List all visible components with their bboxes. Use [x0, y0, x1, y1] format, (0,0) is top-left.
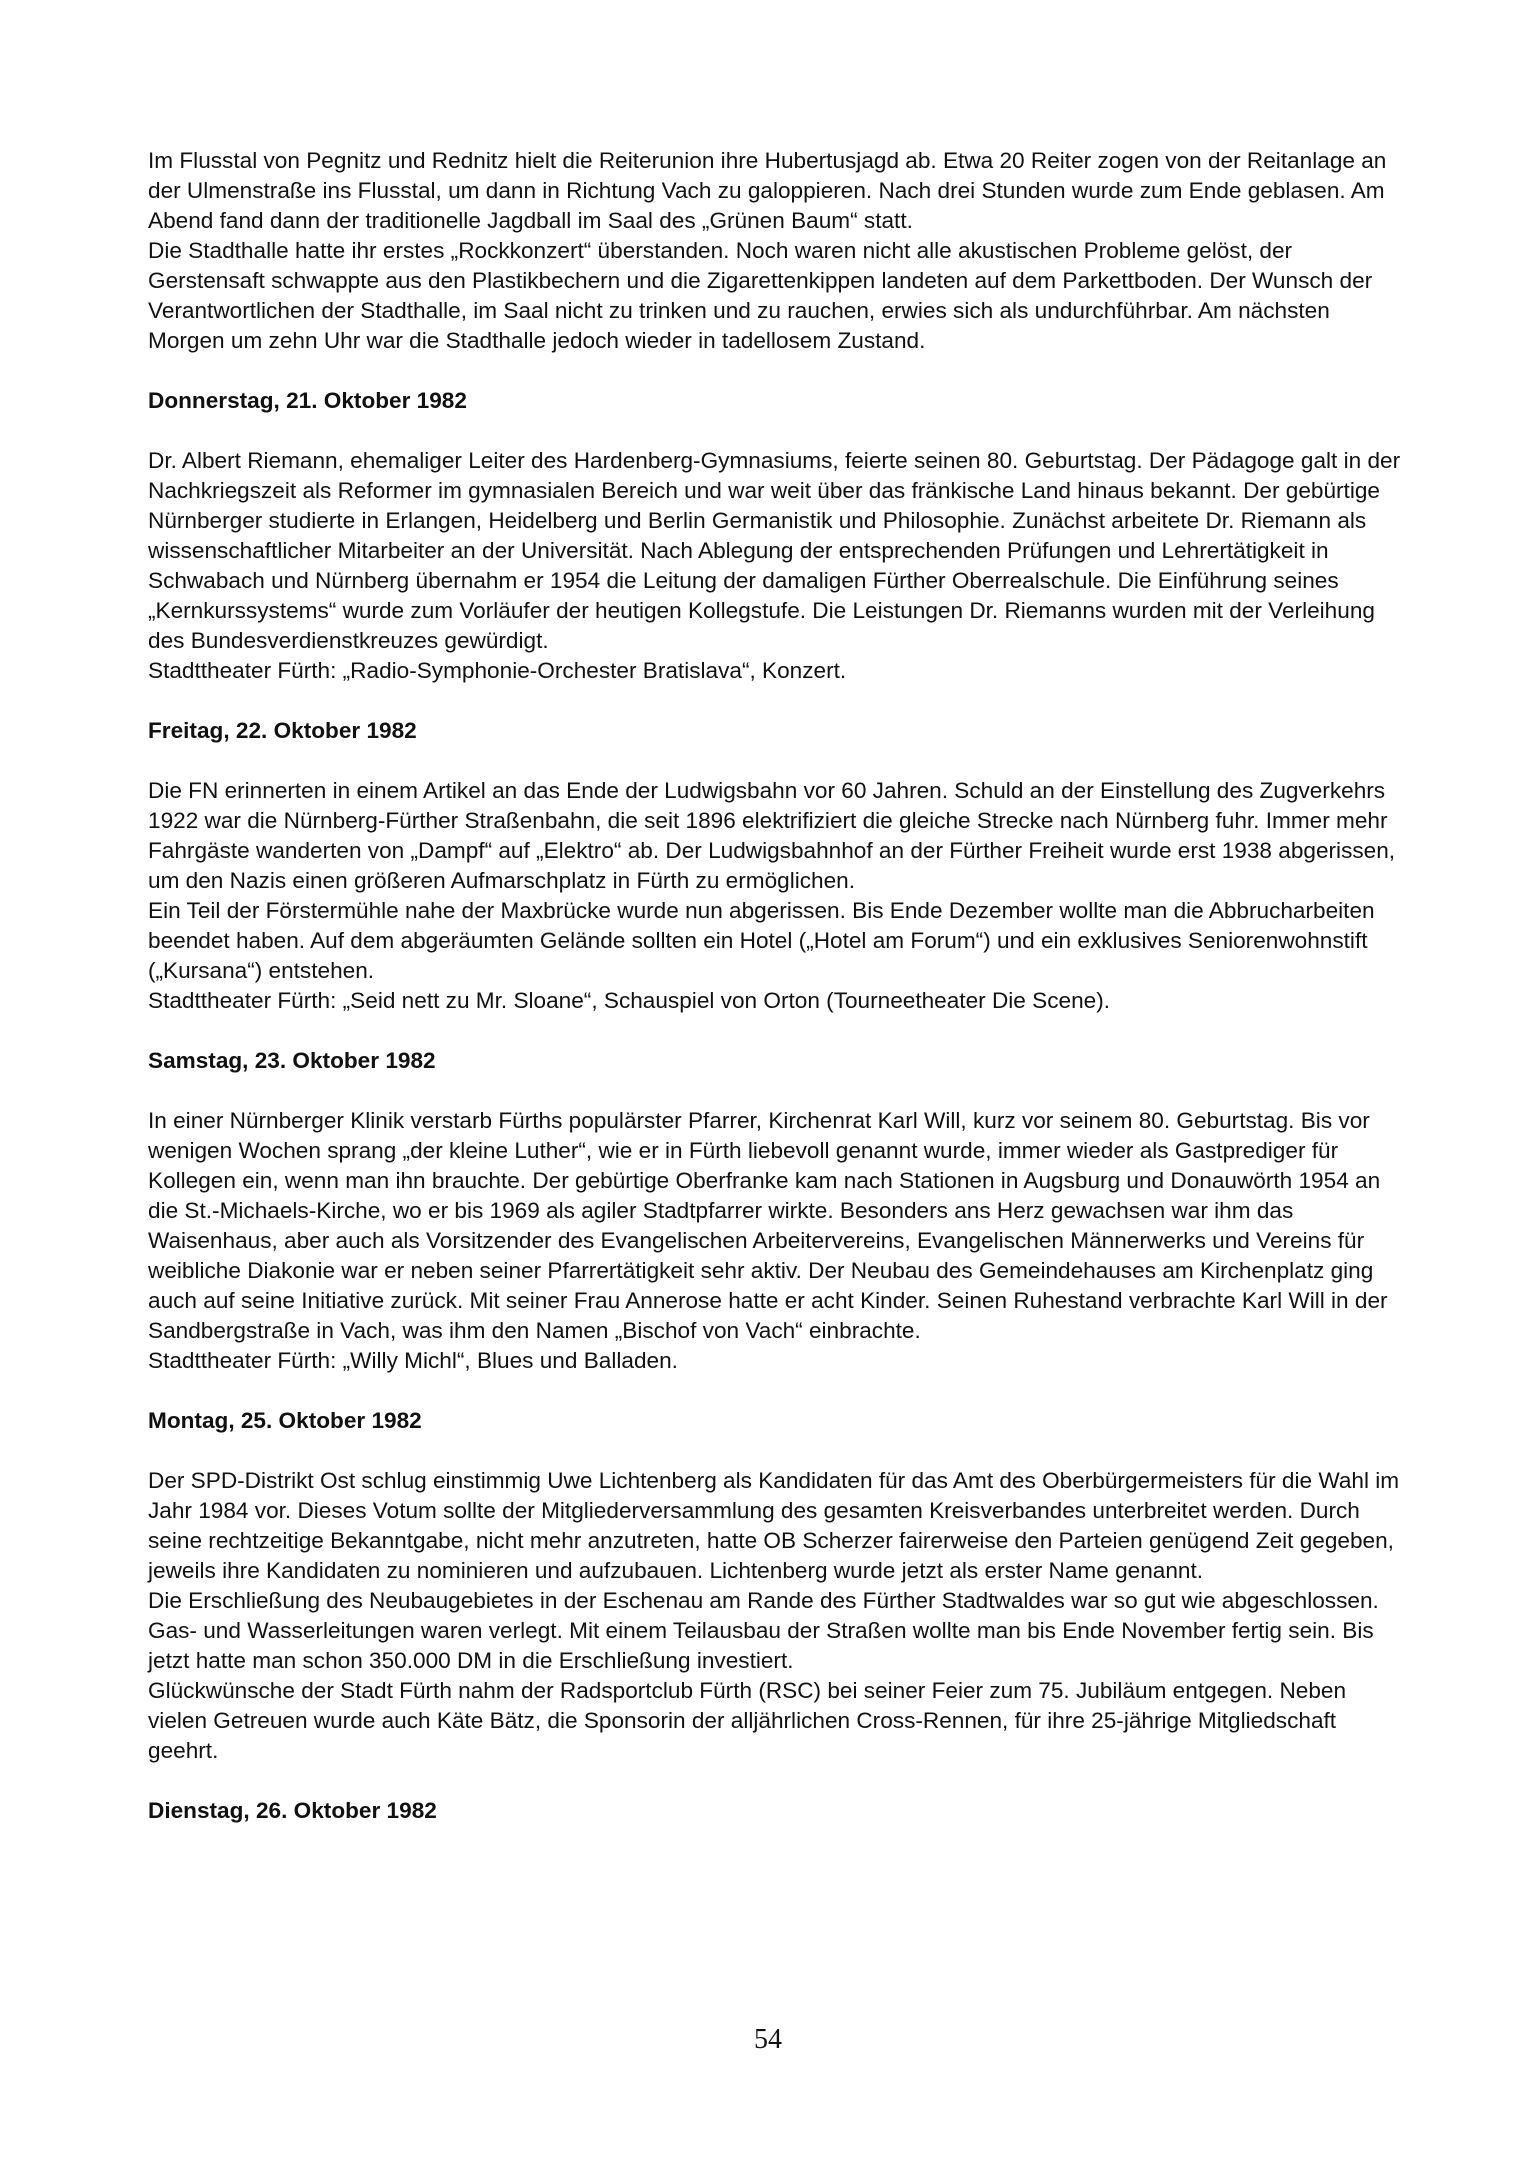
date-heading: Donnerstag, 21. Oktober 1982 — [148, 388, 467, 413]
section-samstag-23-oktober — [148, 1046, 1410, 1376]
section-intro — [148, 146, 1410, 356]
paragraph: Glückwünsche der Stadt Fürth nahm der Radsportclub Fürth (RSC) bei seiner Feier zum 75. Jubiläum entgegen. Neben vielen Getreuen wurde auch Käte Bätz, die Sponsorin der alljährlichen Cross-Rennen, für ihre 25-jährige Mitgliedschaft geehrt. — [148, 1678, 1347, 1763]
section-donnerstag-21-oktober — [148, 386, 1410, 686]
paragraph: Die FN erinnerten in einem Artikel an das Ende der Ludwigsbahn vor 60 Jahren. Schuld an der Einstellung des Zugverkehrs 1922 war die Nürnberg-Fürther Straßenbahn, die seit 1896 elektrifiziert die gleiche Strecke nach Nürnberg fuhr. Immer mehr Fahrgäste wanderten von „Dampf“ auf „Elektro“ ab. Der Ludwigsbahnhof an der Fürther Freiheit wurde erst 1938 abgerissen, um den Nazis einen größeren Aufmarschplatz in Fürth zu ermöglichen. — [148, 778, 1396, 893]
paragraph: Die Stadthalle hatte ihr erstes „Rockkonzert“ überstanden. Noch waren nicht alle akustischen Probleme gelöst, der Gerstensaft schwappte aus den Plastikbechern und die Zigarettenkippen landeten auf dem Parkettboden. Der Wunsch der Verantwortlichen der Stadthalle, im Saal nicht zu trinken und zu rauchen, erwies sich als undurchführbar. Am nächsten Morgen um zehn Uhr war die Stadthalle jedoch wieder in tadellosem Zustand. — [148, 238, 1373, 353]
paragraph: Der SPD-Distrikt Ost schlug einstimmig Uwe Lichtenberg als Kandidaten für das Amt des Oberbürgermeisters für die Wahl im Jahr 1984 vor. Dieses Votum sollte der Mitgliederversammlung des gesamten Kreisverbandes unterbreitet werden. Durch seine rechtzeitige Bekanntgabe, nicht mehr anzutreten, hatte OB Scherzer fairerweise den Parteien genügend Zeit gegeben, jeweils ihre Kandidaten zu nominieren und aufzubauen. Lichtenberg wurde jetzt als erster Name genannt. — [148, 1468, 1400, 1583]
paragraph: Stadttheater Fürth: „Seid nett zu Mr. Sloane“, Schauspiel von Orton (Tourneetheater Die Scene). — [148, 988, 1110, 1013]
paragraph: Stadttheater Fürth: „Willy Michl“, Blues und Balladen. — [148, 1348, 678, 1373]
paragraph: Die Erschließung des Neubaugebietes in der Eschenau am Rande des Fürther Stadtwaldes war so gut wie abgeschlossen. Gas- und Wasserleitungen waren verlegt. Mit einem Teilausbau der Straßen wollte man bis Ende November fertig sein. Bis jetzt hatte man schon 350.000 DM in die Erschließung investiert. — [148, 1588, 1379, 1673]
page-content — [148, 146, 1410, 1856]
paragraph: In einer Nürnberger Klinik verstarb Fürths populärster Pfarrer, Kirchenrat Karl Will, kurz vor seinem 80. Geburtstag. Bis vor wenigen Wochen sprang „der kleine Luther“, wie er in Fürth liebevoll genannt wurde, immer wieder als Gastprediger für Kollegen ein, wenn man ihn brauchte. Der gebürtige Oberfranke kam nach Stationen in Augsburg und Donauwörth 1954 an die St.-Michaels-Kirche, wo er bis 1969 als agiler Stadtpfarrer wirkte. Besonders ans Herz gewachsen war ihm das Waisenhaus, aber auch als Vorsitzender des Evangelischen Arbeitervereins, Evangelischen Männerwerks und Vereins für weibliche Diakonie war er neben seiner Pfarrertätigkeit sehr aktiv. Der Neubau des Gemeindehauses am Kirchenplatz ging auch auf seine Initiative zurück. Mit seiner Frau Annerose hatte er acht Kinder. Seinen Ruhestand verbrachte Karl Will in der Sandbergstraße in Vach, was ihm den Namen „Bischof von Vach“ einbrachte. — [148, 1108, 1388, 1343]
page-number: 54 — [754, 2024, 782, 2055]
section-freitag-22-oktober — [148, 716, 1410, 1016]
date-heading: Dienstag, 26. Oktober 1982 — [148, 1798, 437, 1823]
paragraph: Ein Teil der Förstermühle nahe der Maxbrücke wurde nun abgerissen. Bis Ende Dezember wollte man die Abbrucharbeiten beendet haben. Auf dem abgeräumten Gelände sollten ein Hotel („Hotel am Forum“) und ein exklusives Seniorenwohnstift („Kursana“) entstehen. — [148, 898, 1375, 983]
date-heading: Freitag, 22. Oktober 1982 — [148, 718, 417, 743]
date-heading: Samstag, 23. Oktober 1982 — [148, 1048, 436, 1073]
section-dienstag-26-oktober — [148, 1796, 1410, 1826]
paragraph: Im Flusstal von Pegnitz und Rednitz hielt die Reiterunion ihre Hubertusjagd ab. Etwa 20 Reiter zogen von der Reitanlage an der Ulmenstraße ins Flusstal, um dann in Richtung Vach zu galoppieren. Nach drei Stunden wurde zum Ende geblasen. Am Abend fand dann der traditionelle Jagdball im Saal des „Grünen Baum“ statt. — [148, 148, 1387, 233]
section-montag-25-oktober — [148, 1406, 1410, 1766]
paragraph: Dr. Albert Riemann, ehemaliger Leiter des Hardenberg-Gymnasiums, feierte seinen 80. Geburtstag. Der Pädagoge galt in der Nachkriegszeit als Reformer im gymnasialen Bereich und war weit über das fränkische Land hinaus bekannt. Der gebürtige Nürnberger studierte in Erlangen, Heidelberg und Berlin Germanistik und Philosophie. Zunächst arbeitete Dr. Riemann als wissenschaftlicher Mitarbeiter an der Universität. Nach Ablegung der entsprechenden Prüfungen und Lehrertätigkeit in Schwabach und Nürnberg übernahm er 1954 die Leitung der damaligen Fürther Oberrealschule. Die Einführung seines „Kernkurssystems“ wurde zum Vorläufer der heutigen Kollegstufe. Die Leistungen Dr. Riemanns wurden mit der Verleihung des Bundesverdienstkreuzes gewürdigt. — [148, 448, 1401, 653]
paragraph: Stadttheater Fürth: „Radio-Symphonie-Orchester Bratislava“, Konzert. — [148, 658, 847, 683]
date-heading: Montag, 25. Oktober 1982 — [148, 1408, 422, 1433]
